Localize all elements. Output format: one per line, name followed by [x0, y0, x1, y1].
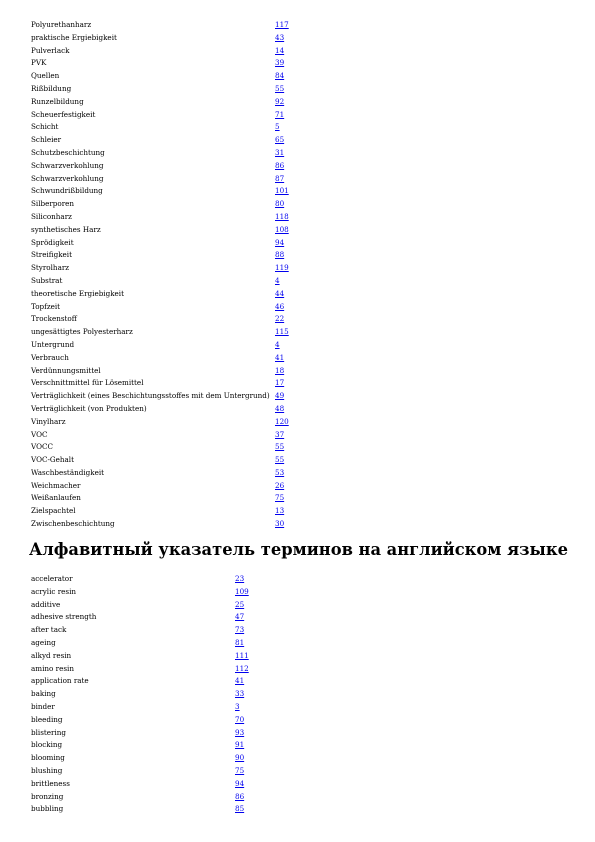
page-link[interactable]: 108: [275, 224, 289, 234]
page-link[interactable]: 94: [275, 237, 285, 247]
index-term: application rate: [31, 676, 89, 686]
index-row: [31, 624, 249, 637]
index-page-cell: [235, 688, 249, 701]
index-page-cell: [275, 429, 289, 442]
index-term: blocking: [31, 740, 63, 750]
page-link[interactable]: 80: [275, 199, 285, 209]
page-link[interactable]: 90: [235, 753, 245, 763]
index-row: [31, 791, 249, 804]
index-term: adhesive strength: [31, 612, 97, 622]
index-term: bleeding: [31, 714, 63, 724]
index-term: Topfzeit: [31, 301, 61, 311]
index-row: [31, 224, 289, 237]
index-row: [31, 19, 289, 32]
page-link[interactable]: 5: [275, 122, 280, 132]
page-link[interactable]: 115: [275, 327, 289, 337]
index-page-cell: [235, 650, 249, 663]
index-row: [31, 599, 249, 612]
index-row: [31, 70, 289, 83]
index-row: [31, 688, 249, 701]
index-row: [31, 701, 249, 714]
index-page-cell: [275, 505, 289, 518]
index-term: Sprödigkeit: [31, 237, 74, 247]
page-link[interactable]: 86: [275, 160, 285, 170]
index-row: [31, 663, 249, 676]
index-page-cell: [275, 390, 289, 403]
index-term: Trockenstoff: [31, 314, 77, 324]
index-row: [31, 611, 249, 624]
page-link[interactable]: 93: [235, 727, 245, 737]
index-term: blistering: [31, 727, 66, 737]
index-page-cell: [235, 637, 249, 650]
index-term: blushing: [31, 765, 63, 775]
index-row: [31, 352, 289, 365]
index-row: [31, 637, 249, 650]
page-link[interactable]: 23: [235, 574, 245, 583]
index-page-cell: [275, 45, 289, 58]
index-term: Weißanlaufen: [31, 493, 81, 503]
index-row: [31, 739, 249, 752]
index-row: [31, 237, 289, 250]
page-link[interactable]: 73: [235, 625, 245, 635]
index-row: [31, 441, 289, 454]
index-page-cell: [275, 57, 289, 70]
index-page-cell: [275, 224, 289, 237]
index-term: Verträglichkeit (eines Beschichtungsstoffes mit dem Untergrund): [31, 391, 270, 401]
index-term: Verdünnungsmittel: [31, 365, 101, 375]
index-page-cell: [235, 663, 249, 676]
index-row: [31, 416, 289, 429]
index-page-cell: [235, 739, 249, 752]
index-term: ungesättigtes Polyesterharz: [31, 327, 133, 337]
index-term: Pulverlack: [31, 45, 70, 55]
page-link[interactable]: 14: [275, 45, 285, 55]
index-term: Zielspachtel: [31, 506, 76, 516]
index-page-cell: [275, 313, 289, 326]
index-row: [31, 262, 289, 275]
page-link[interactable]: 87: [275, 173, 285, 183]
page-link[interactable]: 37: [275, 429, 285, 439]
index-row: [31, 573, 249, 586]
index-page-cell: [275, 301, 289, 314]
page-link[interactable]: 41: [275, 352, 285, 362]
index-page-cell: [275, 326, 289, 339]
index-term: Schwundrißbildung: [31, 186, 103, 196]
index-term: baking: [31, 689, 56, 699]
index-page-cell: [275, 492, 289, 505]
german-index-body: [31, 19, 289, 531]
page-link[interactable]: 86: [235, 791, 245, 801]
index-page-cell: [275, 249, 289, 262]
index-term: theoretische Ergiebigkeit: [31, 288, 124, 298]
index-page-cell: [275, 365, 289, 378]
index-row: [31, 467, 289, 480]
index-page-cell: [235, 611, 249, 624]
index-page-cell: [235, 599, 249, 612]
index-term: ageing: [31, 637, 56, 647]
index-row: [31, 288, 289, 301]
index-row: [31, 714, 249, 727]
page-link[interactable]: 55: [275, 455, 285, 465]
page-link[interactable]: 88: [275, 250, 285, 260]
english-index-table: [31, 573, 249, 816]
index-row: [31, 211, 289, 224]
index-row: [31, 198, 289, 211]
index-page-cell: [275, 288, 289, 301]
index-page-cell: [275, 237, 289, 250]
page-link[interactable]: 71: [275, 109, 285, 119]
index-row: [31, 778, 249, 791]
index-page-cell: [235, 675, 249, 688]
index-term: Substrat: [31, 275, 63, 285]
index-term: Runzelbildung: [31, 96, 84, 106]
index-page-cell: [235, 752, 249, 765]
page-link[interactable]: 26: [275, 480, 285, 490]
page-link[interactable]: 18: [275, 365, 285, 375]
index-row: [31, 45, 289, 58]
index-term: Schwarzverkohlung: [31, 173, 104, 183]
index-term: Quellen: [31, 71, 60, 81]
page-link[interactable]: 48: [275, 403, 285, 413]
index-row: [31, 147, 289, 160]
index-page-cell: [275, 518, 289, 531]
page-link[interactable]: 44: [275, 288, 285, 298]
page-link[interactable]: 117: [275, 20, 289, 29]
index-page-cell: [275, 147, 289, 160]
index-page-cell: [275, 416, 289, 429]
index-row: [31, 109, 289, 122]
page-link[interactable]: 75: [235, 765, 245, 775]
index-row: [31, 326, 289, 339]
index-term: Weichmacher: [31, 480, 81, 490]
index-page-cell: [235, 727, 249, 740]
index-row: [31, 727, 249, 740]
index-row: [31, 173, 289, 186]
index-term: Styrolharz: [31, 263, 70, 273]
index-row: [31, 765, 249, 778]
index-page-cell: [275, 480, 289, 493]
index-term: amino resin: [31, 663, 74, 673]
page-link[interactable]: 49: [275, 391, 285, 401]
index-term: VOCC: [31, 442, 53, 452]
page-link[interactable]: 91: [235, 740, 245, 750]
page-link[interactable]: 111: [235, 650, 249, 660]
index-row: [31, 339, 289, 352]
index-row: [31, 650, 249, 663]
index-term: praktische Ergiebigkeit: [31, 32, 117, 42]
page-link[interactable]: 85: [235, 804, 245, 814]
index-term: synthetisches Harz: [31, 224, 101, 234]
page-link[interactable]: 118: [275, 211, 289, 221]
index-row: [31, 586, 249, 599]
index-page-cell: [275, 339, 289, 352]
index-page-cell: [235, 765, 249, 778]
index-page-cell: [275, 109, 289, 122]
index-term: Polyurethanharz: [31, 20, 92, 29]
index-page-cell: [235, 624, 249, 637]
index-term: Rißbildung: [31, 83, 72, 93]
index-row: [31, 134, 289, 147]
index-page-cell: [275, 441, 289, 454]
index-row: [31, 480, 289, 493]
index-row: [31, 403, 289, 416]
index-row: [31, 377, 289, 390]
page-link[interactable]: 81: [235, 637, 245, 647]
index-row: [31, 249, 289, 262]
page-link[interactable]: 25: [235, 599, 245, 609]
index-term: additive: [31, 599, 61, 609]
page-link[interactable]: 75: [275, 493, 285, 503]
index-page-cell: [275, 454, 289, 467]
page-link[interactable]: 33: [235, 689, 245, 699]
index-row: [31, 518, 289, 531]
index-page-cell: [275, 134, 289, 147]
index-term: Verschnittmittel für Lösemittel: [31, 378, 144, 388]
index-page-cell: [275, 70, 289, 83]
page-link[interactable]: 13: [275, 506, 285, 516]
index-page-cell: [235, 701, 249, 714]
index-row: [31, 803, 249, 816]
index-term: VOC-Gehalt: [31, 455, 74, 465]
index-term: Schicht: [31, 122, 59, 132]
index-term: Siliconharz: [31, 211, 72, 221]
page-link[interactable]: 31: [275, 147, 285, 157]
index-page-cell: [275, 262, 289, 275]
page-link[interactable]: 17: [275, 378, 285, 388]
index-page-cell: [275, 403, 289, 416]
index-page-cell: [275, 352, 289, 365]
page-link[interactable]: 4: [275, 339, 280, 349]
index-row: [31, 492, 289, 505]
index-term: Schleier: [31, 135, 62, 145]
index-term: Silberporen: [31, 199, 75, 209]
index-page-cell: [275, 96, 289, 109]
page-link[interactable]: 4: [275, 275, 280, 285]
page-link[interactable]: 55: [275, 442, 285, 452]
index-page-cell: [275, 275, 289, 288]
index-term: brittleness: [31, 778, 70, 788]
page-link[interactable]: 55: [275, 83, 285, 93]
english-index-heading: Алфавитный указатель терминов на английском языке: [29, 540, 568, 559]
page-link[interactable]: 84: [275, 71, 285, 81]
page-link[interactable]: 101: [275, 186, 289, 196]
index-row: [31, 454, 289, 467]
page-link[interactable]: 119: [275, 263, 289, 273]
page-link[interactable]: 43: [275, 32, 285, 42]
index-page-cell: [235, 791, 249, 804]
page-link[interactable]: 109: [235, 586, 249, 596]
page-link[interactable]: 3: [235, 701, 240, 711]
index-term: Streifigkeit: [31, 250, 72, 260]
page-link[interactable]: 70: [235, 714, 245, 724]
page-link[interactable]: 120: [275, 416, 289, 426]
index-page-cell: [275, 377, 289, 390]
index-page-cell: [275, 467, 289, 480]
index-term: Scheuerfestigkeit: [31, 109, 96, 119]
index-term: acrylic resin: [31, 586, 77, 596]
index-page-cell: [235, 586, 249, 599]
index-page-cell: [275, 160, 289, 173]
page-link[interactable]: 39: [275, 58, 285, 68]
index-row: [31, 313, 289, 326]
page-link[interactable]: 65: [275, 135, 285, 145]
index-page-cell: [235, 573, 249, 586]
index-row: [31, 390, 289, 403]
index-term: Schutzbeschichtung: [31, 147, 105, 157]
index-row: [31, 275, 289, 288]
index-term: binder: [31, 701, 55, 711]
index-page-cell: [275, 83, 289, 96]
page-link[interactable]: 94: [235, 778, 245, 788]
index-term: Zwischenbeschichtung: [31, 519, 115, 529]
page-link[interactable]: 92: [275, 96, 285, 106]
index-page-cell: [275, 121, 289, 134]
index-page-cell: [235, 714, 249, 727]
index-row: [31, 429, 289, 442]
page-link[interactable]: 46: [275, 301, 285, 311]
index-row: [31, 96, 289, 109]
index-row: [31, 752, 249, 765]
index-term: Waschbeständigkeit: [31, 467, 105, 477]
page-link[interactable]: 41: [235, 676, 245, 686]
page-link[interactable]: 47: [235, 612, 245, 622]
index-row: [31, 57, 289, 70]
index-page-cell: [275, 211, 289, 224]
german-index-table: [31, 19, 289, 531]
page-link[interactable]: 22: [275, 314, 285, 324]
index-term: Schwarzverkohlung: [31, 160, 104, 170]
index-term: bronzing: [31, 791, 64, 801]
page-link[interactable]: 112: [235, 663, 249, 673]
index-term: accelerator: [31, 574, 73, 583]
index-page-cell: [275, 185, 289, 198]
index-term: PVK: [31, 58, 47, 68]
english-index-body: [31, 573, 249, 816]
index-row: [31, 365, 289, 378]
index-term: Verbrauch: [31, 352, 69, 362]
index-page-cell: [275, 198, 289, 211]
index-term: Untergrund: [31, 339, 75, 349]
index-term: Vinylharz: [31, 416, 66, 426]
index-page-cell: [275, 19, 289, 32]
index-row: [31, 301, 289, 314]
index-row: [31, 185, 289, 198]
index-row: [31, 160, 289, 173]
index-term: alkyd resin: [31, 650, 72, 660]
index-term: blooming: [31, 753, 65, 763]
index-row: [31, 121, 289, 134]
index-page-cell: [235, 778, 249, 791]
index-row: [31, 675, 249, 688]
page-link[interactable]: 30: [275, 519, 285, 529]
index-row: [31, 83, 289, 96]
index-row: [31, 32, 289, 45]
page-link[interactable]: 53: [275, 467, 285, 477]
index-page-cell: [275, 173, 289, 186]
index-term: after tack: [31, 625, 67, 635]
index-page-cell: [275, 32, 289, 45]
index-term: bubbling: [31, 804, 64, 814]
index-page-cell: [235, 803, 249, 816]
index-term: Verträglichkeit (von Produkten): [31, 403, 147, 413]
index-term: VOC: [31, 429, 48, 439]
index-row: [31, 505, 289, 518]
